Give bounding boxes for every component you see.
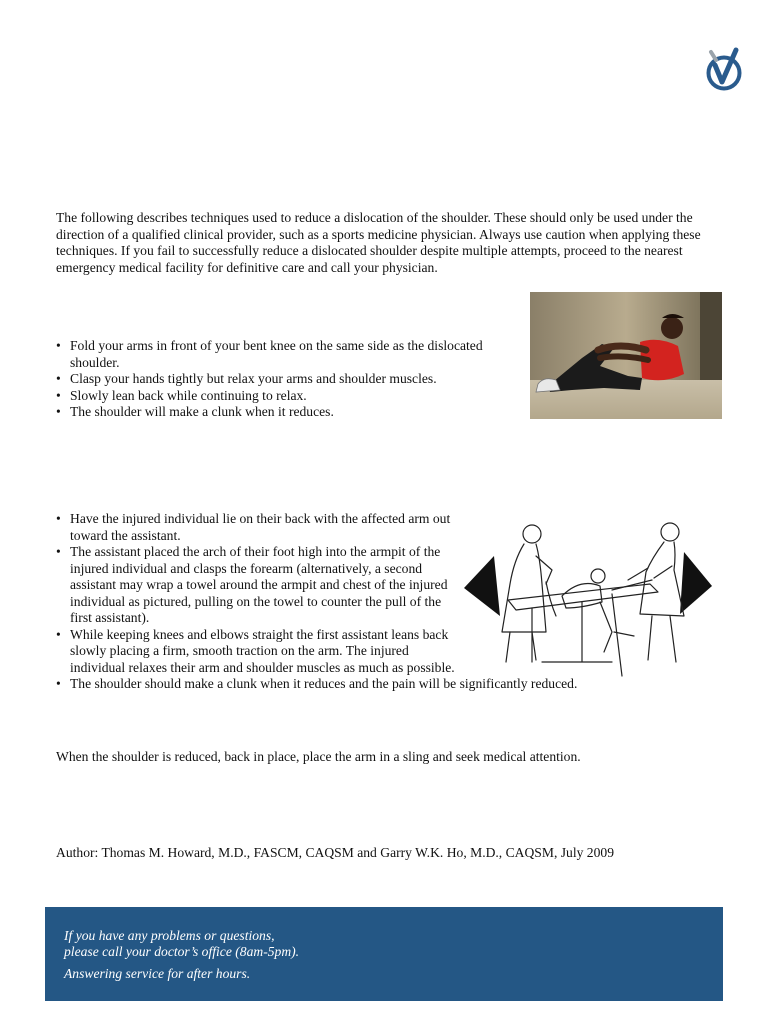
technique-1-steps: [56, 338, 486, 421]
list-item: • Slowly lean back while continuing to relax.: [56, 388, 486, 405]
technique-2-steps: [56, 511, 578, 693]
list-item: • Have the injured individual lie on their back with the affected arm out toward the assistant.: [56, 511, 456, 544]
closing-text: When the shoulder is reduced, back in place, place the arm in a sling and seek medical attention.: [56, 749, 581, 764]
banner-line: please call your doctor’s office (8am-5pm).: [64, 944, 300, 959]
list-item: • Clasp your hands tightly but relax your arms and shoulder muscles.: [56, 371, 486, 388]
contact-banner: [45, 907, 723, 1001]
list-item: • While keeping knees and elbows straight the first assistant leans back slowly placing a firm, smooth traction on the arm. The injured individual relaxes their arm and shoulder muscles as much as possible.: [56, 627, 456, 677]
check-circle-logo-icon: [703, 46, 745, 92]
intro-paragraph: The following describes techniques used to reduce a dislocation of the shoulder. These should only be used under the direction of a qualified clinical provider, such as a sports medicine physician. Always use caution when applying these techniques. If you fail to successfully reduce a dislocated shoulder despite multiple attempts, proceed to the nearest emergency medical facility for definitive care and call your physician.: [56, 210, 701, 275]
self-reduction-photo: [530, 292, 722, 419]
list-item: • The assistant placed the arch of their foot high into the armpit of the injured individual and clasps the forearm (alternatively, a second assistant may wrap a towel around the armpit and chest of the injured individual as pictured, pulling on the towel to counter the pull of the first assistant).: [56, 544, 456, 627]
author-line: Author: Thomas M. Howard, M.D., FASCM, CAQSM and Garry W.K. Ho, M.D., CAQSM, July 2009: [56, 845, 614, 860]
list-item: • The shoulder should make a clunk when it reduces and the pain will be significantly reduced.: [56, 676, 670, 693]
traction-reduction-illustration: [462, 512, 714, 684]
traction-arrow-icon: [680, 552, 712, 614]
list-item: • The shoulder will make a clunk when it reduces.: [56, 404, 486, 421]
traction-arrow-icon: [464, 556, 500, 616]
banner-line: Answering service for after hours.: [64, 966, 251, 981]
list-item: • Fold your arms in front of your bent knee on the same side as the dislocated shoulder.: [56, 338, 486, 371]
banner-line: If you have any problems or questions,: [64, 928, 275, 943]
